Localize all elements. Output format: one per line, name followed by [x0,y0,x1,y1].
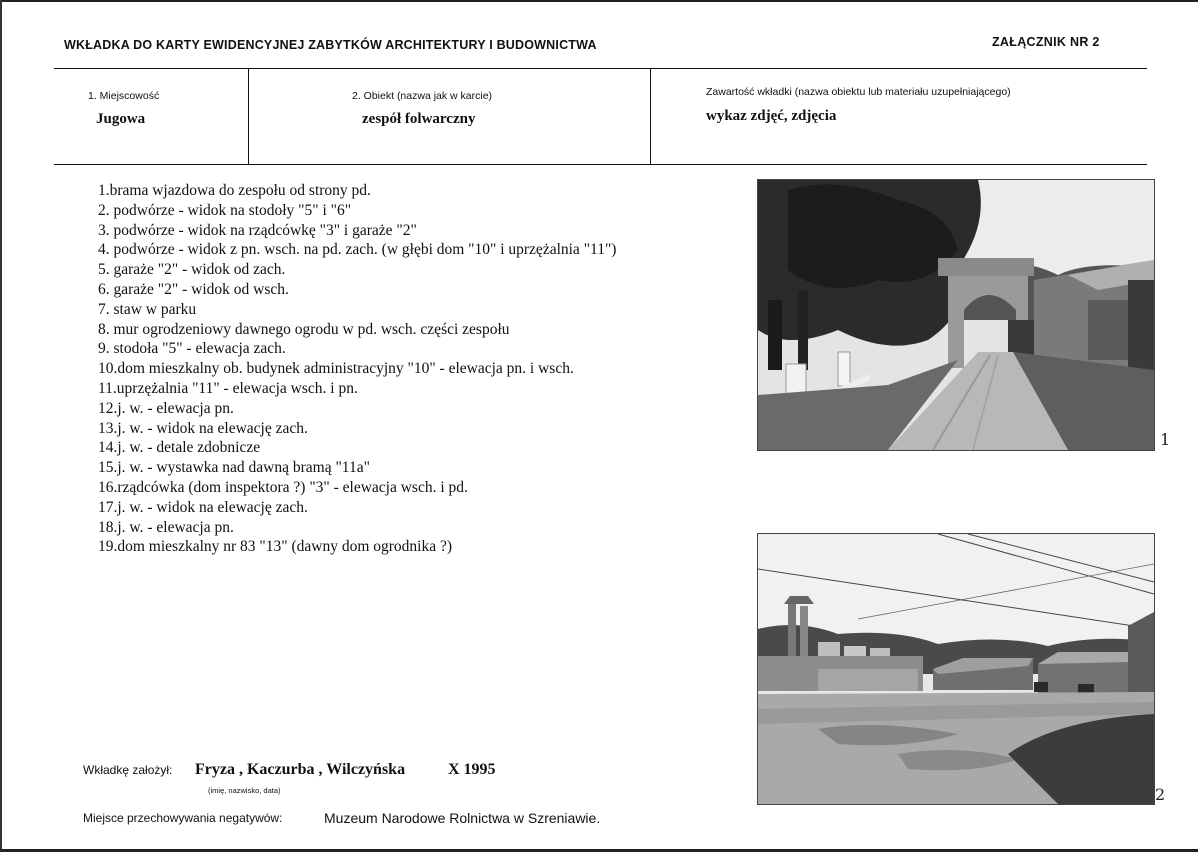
photo-gate [757,179,1155,451]
content-label: Zawartość wkładki (nazwa obiektu lub materiału uzupełniającego) [706,86,1011,98]
list-item: 12.j. w. - elewacja pn. [98,399,234,417]
scan-border-top [0,0,1198,2]
list-item: 15.j. w. - wystawka nad dawną bramą "11a" [98,459,370,477]
document-title: WKŁADKA DO KARTY EWIDENCYJNEJ ZABYTKÓW ARCHITEKTURY I BUDOWNICTWA [64,38,597,52]
table-divider-2 [650,68,651,165]
author-hint: (imię, nazwisko, data) [208,786,281,795]
list-item: 2. podwórze - widok na stodoły "5" i "6" [98,201,352,219]
photo-farmyard [757,533,1155,805]
author-value: Fryza , Kaczurba , Wilczyńska [195,761,406,778]
list-item: 4. podwórze - widok z pn. wsch. na pd. zach. (w głębi dom "10" i uprzężalnia "11") [98,241,617,259]
scan-border-left [0,0,2,852]
list-item: 14.j. w. - detale zdobnicze [98,439,261,457]
place-label: 1. Miejscowość [88,90,160,102]
table-bottom-rule [54,164,1147,165]
list-item: 8. mur ogrodzeniowy dawnego ogrodu w pd. wsch. części zespołu [98,320,510,338]
object-label: 2. Obiekt (nazwa jak w karcie) [352,90,493,102]
list-item: 11.uprzężalnia "11" - elewacja wsch. i pn. [98,379,358,397]
photo-gate-icon [758,180,1154,450]
date-value: X 1995 [448,761,496,778]
place-value: Jugowa [96,111,146,127]
photo-number: 2 [1155,785,1166,804]
photo-number: 1 [1160,430,1171,449]
list-item: 19.dom mieszkalny nr 83 "13" (dawny dom ogrodnika ?) [98,538,453,556]
table-top-rule [54,68,1147,69]
list-item: 10.dom mieszkalny ob. budynek administracyjny "10" - elewacja pn. i wsch. [98,360,574,378]
list-item: 5. garaże "2" - widok od zach. [98,261,286,279]
photo-list [98,181,616,557]
list-item: 7. staw w parku [98,300,197,318]
list-item: 6. garaże "2" - widok od wsch. [98,280,289,298]
list-item: 1.brama wjazdowa do zespołu od strony pd. [98,182,371,199]
content-value: wykaz zdjęć, zdjęcia [706,108,837,124]
annex-number: ZAŁĄCZNIK NR 2 [992,35,1100,49]
negatives-label: Miejsce przechowywania negatywów: [83,811,283,825]
author-label: Wkładkę założył: [83,763,173,777]
object-value: zespół folwarczny [362,111,476,127]
list-item: 18.j. w. - elewacja pn. [98,518,234,536]
list-item: 16.rządcówka (dom inspektora ?) "3" - elewacja wsch. i pd. [98,478,468,496]
list-item: 9. stodoła "5" - elewacja zach. [98,340,286,358]
list-item: 3. podwórze - widok na rządcówkę "3" i garaże "2" [98,221,417,239]
photo-farmyard-icon [758,534,1154,804]
list-item: 13.j. w. - widok na elewację zach. [98,419,308,437]
table-divider-1 [248,68,249,165]
list-item: 17.j. w. - widok na elewację zach. [98,498,308,516]
negatives-value: Muzeum Narodowe Rolnictwa w Szreniawie. [324,810,601,826]
